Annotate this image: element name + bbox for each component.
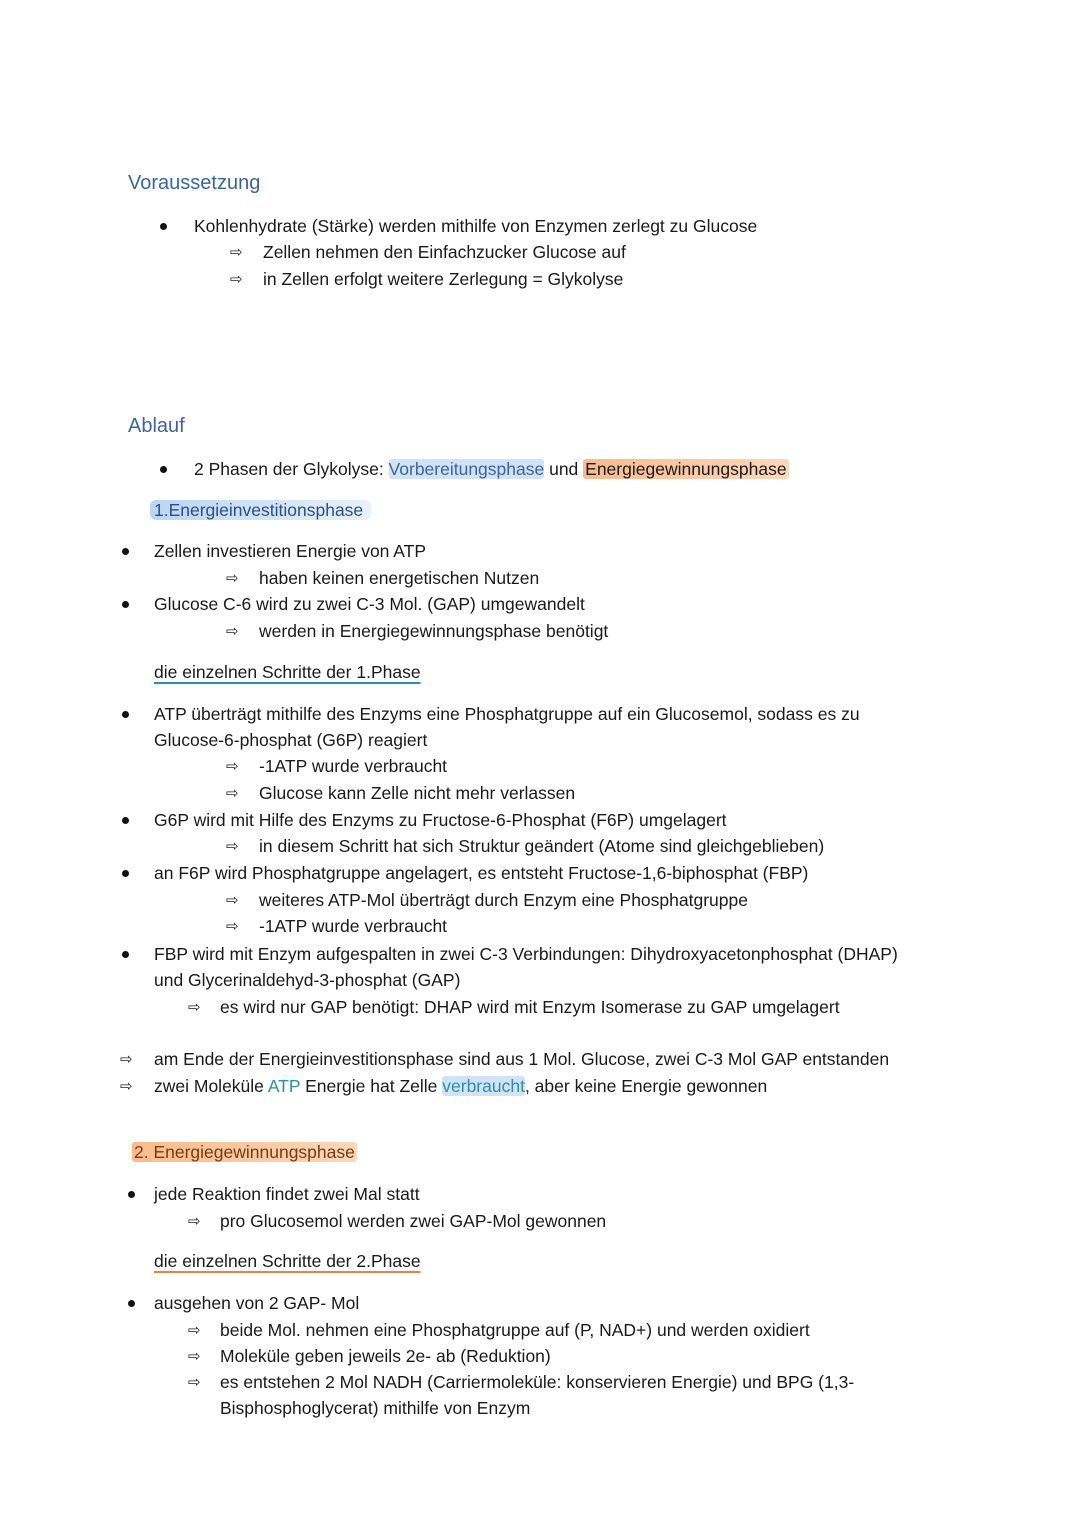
text-s1-l2: Glucose-6-phosphat (G6P) reagiert: [154, 730, 428, 750]
text-p2-a1: beide Mol. nehmen eine Phosphatgruppe auf (P, NAD+) und werden oxidiert: [220, 1320, 810, 1340]
text-zerlegung: in Zellen erfolgt weitere Zerlegung = Glykolyse: [263, 269, 624, 289]
arrow-icon: ⇨: [226, 622, 239, 640]
phasen-und: und: [544, 459, 584, 479]
text-s3-a2: -1ATP wurde verbraucht: [259, 916, 448, 936]
bullet-dot: [122, 548, 129, 555]
arrow-icon: ⇨: [188, 1373, 201, 1391]
bullet-dot: [128, 1191, 135, 1198]
arrow-icon: ⇨: [120, 1077, 133, 1095]
text-s2-a1: in diesem Schritt hat sich Struktur geändert (Atome sind gleichgeblieben): [259, 836, 825, 856]
arrow-icon: ⇨: [188, 998, 201, 1016]
bullet-dot: [160, 466, 167, 473]
text-p2-a2: Moleküle geben jeweils 2e- ab (Reduktion): [220, 1346, 551, 1366]
sum2-atp: ATP: [267, 1076, 301, 1096]
steps2-title: die einzelnen Schritte der 2.Phase: [154, 1251, 421, 1271]
sum2-c: , aber keine Energie gewonnen: [524, 1076, 768, 1096]
phase1-title-text: 1.Energieinvestitionsphase: [150, 500, 371, 520]
text-sum2: [154, 1075, 767, 1097]
arrow-icon: ⇨: [226, 757, 239, 775]
arrow-icon: ⇨: [230, 243, 243, 261]
text-s3-a1: weiteres ATP-Mol überträgt durch Enzym eine Phosphatgruppe: [259, 890, 748, 910]
bullet-dot: [128, 1300, 135, 1307]
phase1-title: [150, 499, 371, 521]
text-p2-b1-arrow: pro Glucosemol werden zwei GAP-Mol gewonnen: [220, 1211, 607, 1231]
text-s1-l1: ATP überträgt mithilfe des Enzyms eine Phosphatgruppe auf ein Glucosemol, sodass es zu: [154, 704, 860, 724]
bullet-dot: [122, 951, 129, 958]
arrow-icon: ⇨: [188, 1347, 201, 1365]
sum2-a: zwei Moleküle: [154, 1076, 268, 1096]
arrow-icon: ⇨: [188, 1321, 201, 1339]
phase2-title: [132, 1141, 357, 1163]
bullet-dot: [122, 870, 129, 877]
text-p1-b2: Glucose C-6 wird zu zwei C-3 Mol. (GAP) umgewandelt: [154, 594, 585, 614]
bullet-dot: [122, 817, 129, 824]
text-p1-b1-arrow: haben keinen energetischen Nutzen: [259, 568, 540, 588]
phasen-prefix: 2 Phasen der Glykolyse:: [194, 459, 389, 479]
text-s4-l2: und Glycerinaldehyd-3-phosphat (GAP): [154, 970, 461, 990]
bullet-dot: [122, 601, 129, 608]
phase-a-label: Vorbereitungsphase: [388, 459, 545, 479]
arrow-icon: ⇨: [226, 569, 239, 587]
arrow-icon: ⇨: [188, 1212, 201, 1230]
arrow-icon: ⇨: [226, 891, 239, 909]
bullet-dot: [122, 711, 129, 718]
text-p2-b1: jede Reaktion findet zwei Mal statt: [154, 1184, 420, 1204]
text-kohlenhydrate: Kohlenhydrate (Stärke) werden mithilfe von Enzymen zerlegt zu Glucose: [194, 216, 758, 236]
phase-b-label: Energiegewinnungsphase: [585, 459, 787, 479]
heading-ablauf: Ablauf: [128, 415, 185, 437]
text-s2: G6P wird mit Hilfe des Enzyms zu Fructose-6-Phosphat (F6P) umgelagert: [154, 810, 727, 830]
arrow-icon: ⇨: [226, 784, 239, 802]
bullet-dot: [160, 223, 167, 230]
arrow-icon: ⇨: [226, 917, 239, 935]
text-s4-a1: es wird nur GAP benötigt: DHAP wird mit Enzym Isomerase zu GAP umgelagert: [220, 997, 840, 1017]
text-sum1: am Ende der Energieinvestitionsphase sind aus 1 Mol. Glucose, zwei C-3 Mol GAP entstanden: [154, 1049, 890, 1069]
phase2-title-text: 2. Energiegewinnungsphase: [134, 1142, 355, 1162]
text-s1-a1: -1ATP wurde verbraucht: [259, 756, 448, 776]
text-phasen: [194, 458, 789, 480]
text-p2-b2: ausgehen von 2 GAP- Mol: [154, 1293, 360, 1313]
arrow-icon: ⇨: [120, 1050, 133, 1068]
text-p1-b2-arrow: werden in Energiegewinnungsphase benötigt: [259, 621, 609, 641]
arrow-icon: ⇨: [226, 837, 239, 855]
text-zellen-nehmen: Zellen nehmen den Einfachzucker Glucose auf: [263, 242, 626, 262]
steps1-title: die einzelnen Schritte der 1.Phase: [154, 662, 421, 682]
heading-voraussetzung: Voraussetzung: [128, 172, 261, 194]
text-p1-b1: Zellen investieren Energie von ATP: [154, 541, 427, 561]
sum2-b: Energie hat Zelle: [300, 1076, 443, 1096]
arrow-icon: ⇨: [230, 270, 243, 288]
text-p2-a3-l2: Bisphosphoglycerat) mithilfe von Enzym: [220, 1398, 531, 1418]
text-s3: an F6P wird Phosphatgruppe angelagert, es entsteht Fructose-1,6-biphosphat (FBP): [154, 863, 809, 883]
text-p2-a3-l1: es entstehen 2 Mol NADH (Carriermoleküle: konservieren Energie) und BPG (1,3-: [220, 1372, 855, 1392]
text-s4-l1: FBP wird mit Enzym aufgespalten in zwei C-3 Verbindungen: Dihydroxyacetonphosphat (DHAP): [154, 944, 898, 964]
sum2-verbraucht: verbraucht: [442, 1076, 525, 1096]
text-s1-a2: Glucose kann Zelle nicht mehr verlassen: [259, 783, 576, 803]
